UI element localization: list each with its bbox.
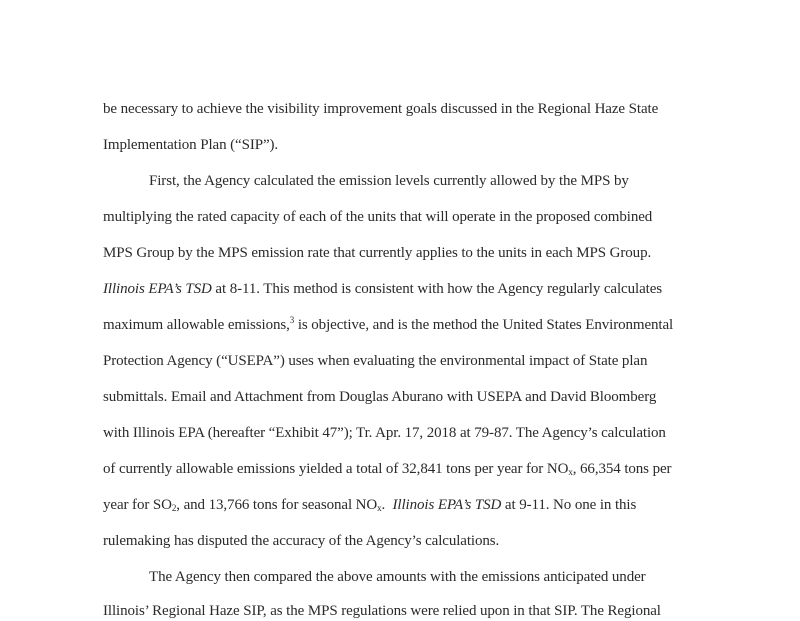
paragraph-line-8 (103, 351, 647, 371)
line-text: at 8-11. This method is consistent with how the Agency regularly calculates (211, 281, 662, 297)
paragraph-line-1 (103, 99, 658, 119)
subscript: 2 (171, 503, 177, 513)
line-text: year for SO (103, 497, 172, 513)
paragraph-line-12 (103, 495, 636, 515)
subscript: x (568, 467, 573, 477)
line-text: at 9-11. No one in this (501, 497, 637, 513)
paragraph-line-6 (103, 279, 662, 299)
line-text: submittals. Email and Attachment from Douglas Aburano with USEPA and David Bloomberg (103, 389, 657, 405)
line-text: Implementation Plan (“SIP”). (103, 137, 279, 153)
paragraph-line-5 (103, 243, 651, 263)
line-text: with Illinois EPA (hereafter “Exhibit 47”); Tr. Apr. 17, 2018 at 79-87. The Agency’s calculation (103, 425, 666, 441)
line-text: First, the Agency calculated the emission levels currently allowed by the MPS by (149, 173, 629, 189)
line-text: is objective, and is the method the United States Environmental (294, 317, 674, 333)
line-text: MPS Group by the MPS emission rate that currently applies to the units in each MPS Group. (103, 245, 652, 261)
paragraph-line-11 (103, 459, 671, 479)
paragraph-line-4 (103, 207, 652, 227)
citation: Illinois EPA’s TSD (392, 497, 502, 513)
paragraph-line-7 (103, 315, 673, 335)
line-text: rulemaking has disputed the accuracy of the Agency’s calculations. (103, 533, 500, 549)
line-text: Protection Agency (“USEPA”) uses when evaluating the environmental impact of State plan (103, 353, 648, 369)
line-text: . (381, 497, 393, 513)
paragraph-line-15 (103, 601, 661, 621)
citation: Illinois EPA’s TSD (103, 281, 212, 297)
paragraph-line-10 (103, 423, 666, 443)
line-text: maximum allowable emissions, (103, 317, 290, 333)
line-text: The Agency then compared the above amounts with the emissions anticipated under (149, 569, 646, 585)
paragraph-line-13 (103, 531, 499, 551)
line-text: , and 13,766 tons for seasonal NO (176, 497, 378, 513)
line-text: Illinois’ Regional Haze SIP, as the MPS regulations were relied upon in that SIP. The Regional (103, 603, 661, 619)
paragraph-line-2 (103, 135, 278, 155)
paragraph-line-14 (149, 567, 646, 587)
subscript: x (377, 503, 382, 513)
paragraph-line-3 (149, 171, 629, 191)
line-text: , 66,354 tons per (572, 461, 672, 477)
paragraph-line-9 (103, 387, 656, 407)
footnote-marker[interactable]: 3 (289, 315, 295, 325)
line-text: multiplying the rated capacity of each of the units that will operate in the proposed combined (103, 209, 653, 225)
line-text: of currently allowable emissions yielded a total of 32,841 tons per year for NO (103, 461, 569, 477)
line-text: be necessary to achieve the visibility improvement goals discussed in the Regional Haze State (103, 101, 659, 117)
